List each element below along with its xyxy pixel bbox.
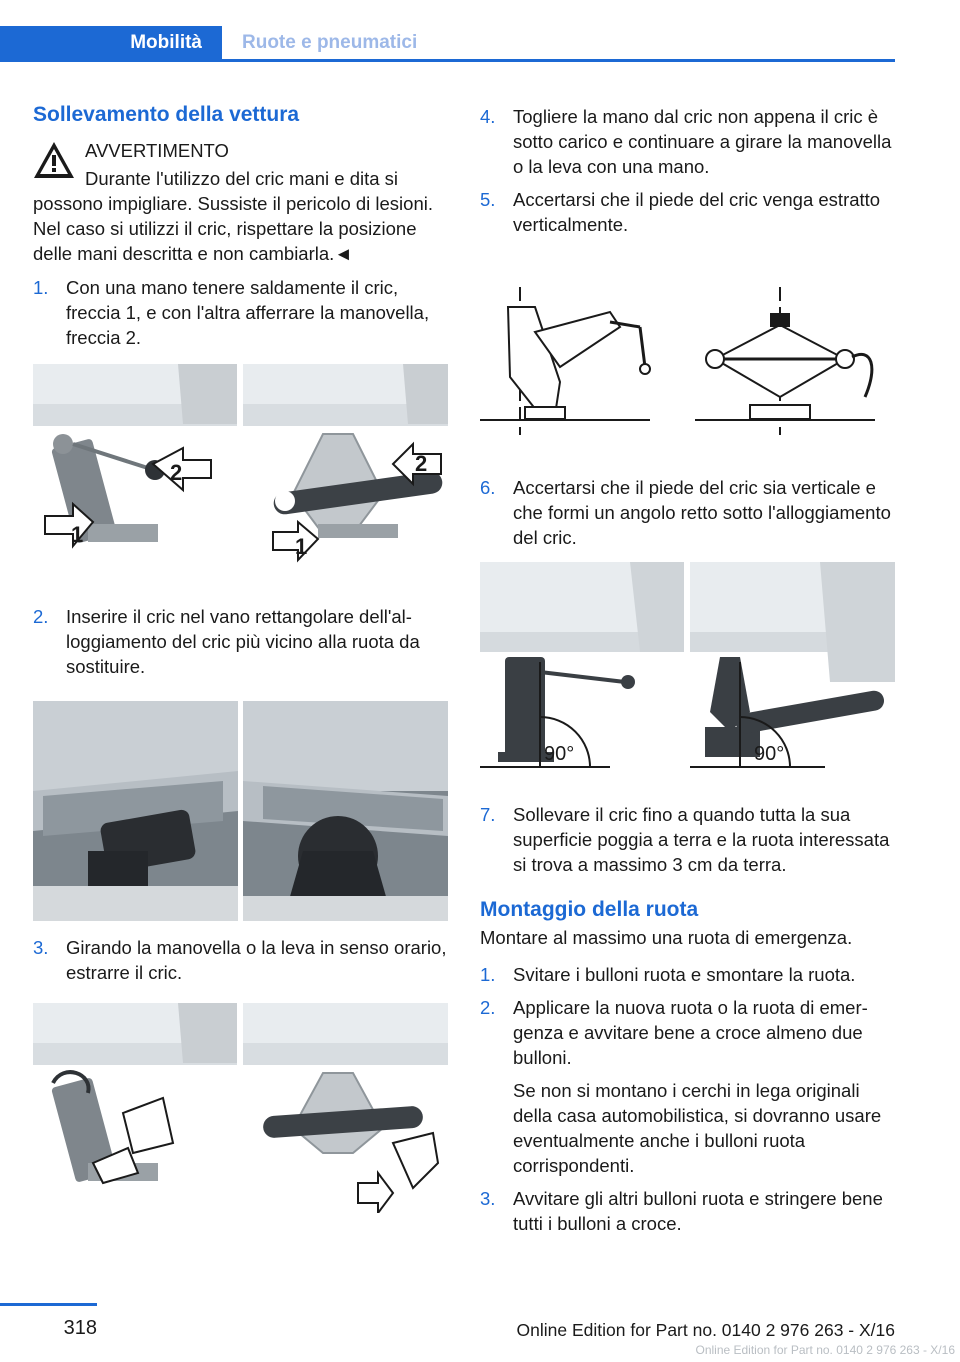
warning-text: possono impigliare. Sussiste il pericolo di lesioni. Nel caso si utilizzi il cric, rispettare la posizione delle mani descritta e non cambiarla.◄ — [33, 193, 433, 264]
figure-crank-left — [33, 1003, 237, 1213]
step-item — [480, 1186, 895, 1236]
step-item — [480, 962, 895, 987]
step-number: 1. — [480, 964, 496, 985]
step-text: Inserire il cric nel vano rettangolare dell'alloggiamento del cric più vicino alla ruota da sostituire. — [66, 606, 420, 677]
step-item — [33, 935, 448, 985]
figure-jack-hand-position — [33, 364, 448, 574]
step-text: Avvitare gli altri bulloni ruota e stringere bene tutti i bulloni a croce. — [513, 1188, 883, 1234]
warning-title: AVVERTIMENTO — [85, 140, 229, 161]
step-number: 2. — [480, 997, 496, 1018]
jack-vertical-svg — [480, 287, 895, 437]
warning-text-line1: Durante l'utilizzo del cric mani e dita si — [85, 168, 399, 189]
arrow-label-1b: 1 — [295, 534, 308, 559]
right-column — [480, 100, 895, 1236]
step-number: 2. — [33, 606, 49, 627]
step-text: Accertarsi che il piede del cric sia verticale e che formi un angolo retto sotto l'alloggiamento del cric. — [513, 477, 891, 548]
jack-diagram-right-svg — [243, 364, 448, 574]
step-item — [33, 604, 448, 679]
angle-label-right: 90° — [754, 743, 785, 765]
header-tabbar — [0, 26, 895, 62]
crank-left-svg — [33, 1003, 237, 1213]
step-number: 3. — [33, 937, 49, 958]
step-item — [480, 475, 895, 550]
step-note: Se non si montano i cerchi in lega originali della casa automobilistica, si dovranno usare eventualmente anche i bulloni ruota corrispondenti. — [513, 1080, 882, 1176]
step-text: Svitare i bulloni ruota e smontare la ruota. — [513, 964, 856, 985]
step-item — [480, 995, 895, 1070]
jack-diagram-left-svg — [33, 364, 237, 574]
warning-block — [33, 138, 448, 266]
step-number: 4. — [480, 106, 496, 127]
arrow-label-2: 2 — [170, 460, 183, 485]
step-number: 1. — [33, 277, 49, 298]
footer-page-rule — [0, 1303, 97, 1306]
step-number: 7. — [480, 804, 496, 825]
arrow-label-2b: 2 — [415, 451, 428, 476]
step-text: Togliere la mano dal cric non appena il cric è sotto carico e continuare a girare la manovella o la leva con una mano. — [513, 106, 892, 177]
angle-right-svg — [690, 562, 895, 772]
section-heading-sollevamento: Sollevamento della vettura — [33, 103, 300, 126]
angle-label-left: 90° — [544, 743, 575, 765]
step-item — [480, 802, 895, 877]
crank-right-svg — [243, 1003, 448, 1213]
figure-angle-right — [690, 562, 895, 772]
step-text: Con una mano tenere saldamente il cric, freccia 1, e con l'altra afferrare la manovella, freccia 2. — [66, 277, 430, 348]
intro-text: Montare al massimo una ruota di emergenza. — [480, 927, 853, 948]
figure-jack-housing — [33, 701, 448, 921]
figure-jack-vertical-diagram — [480, 287, 895, 437]
footer-edition: Online Edition for Part no. 0140 2 976 263 - X/16 — [516, 1320, 895, 1340]
photo-left-svg — [33, 701, 238, 921]
step-text: Applicare la nuova ruota o la ruota di emergenza e avvitare bene a croce almeno due bulloni. — [513, 997, 868, 1068]
step-item — [33, 275, 448, 350]
tab-ruote-e-pneumatici[interactable]: Ruote e pneumatici — [242, 32, 418, 53]
footer-watermark: Online Edition for Part no. 0140 2 976 263 - X/16 — [695, 1343, 955, 1357]
step-text: Accertarsi che il piede del cric venga estratto verticalmente. — [513, 189, 881, 235]
figure-right-angle — [480, 562, 895, 772]
section-heading-montaggio: Montaggio della ruota — [480, 898, 699, 921]
step-text: Girando la manovella o la leva in senso orario, estrarre il cric. — [66, 937, 447, 983]
step-item — [480, 187, 895, 237]
photo-jack-housing-right — [243, 701, 448, 921]
left-column — [33, 100, 448, 1213]
warning-triangle-icon — [33, 141, 75, 179]
figure-crank-rotation — [33, 1003, 448, 1213]
step-item — [480, 104, 895, 179]
figure-crank-right — [243, 1003, 448, 1213]
arrow-label-1: 1 — [71, 522, 84, 547]
page-number: 318 — [63, 1317, 97, 1339]
tab-mobilita[interactable]: Mobilità — [0, 26, 222, 59]
figure-panel-right — [243, 364, 448, 574]
figure-panel-left — [33, 364, 237, 574]
figure-angle-left — [480, 562, 684, 772]
photo-right-svg — [243, 701, 448, 921]
photo-jack-housing-left — [33, 701, 238, 921]
step-number: 5. — [480, 189, 496, 210]
step-text: Sollevare il cric fino a quando tutta la sua superficie poggia a terra e la ruota interessata si trova a massimo 3 cm da terra. — [513, 804, 890, 875]
step-number: 6. — [480, 477, 496, 498]
step-number: 3. — [480, 1188, 496, 1209]
angle-left-svg — [480, 562, 684, 772]
